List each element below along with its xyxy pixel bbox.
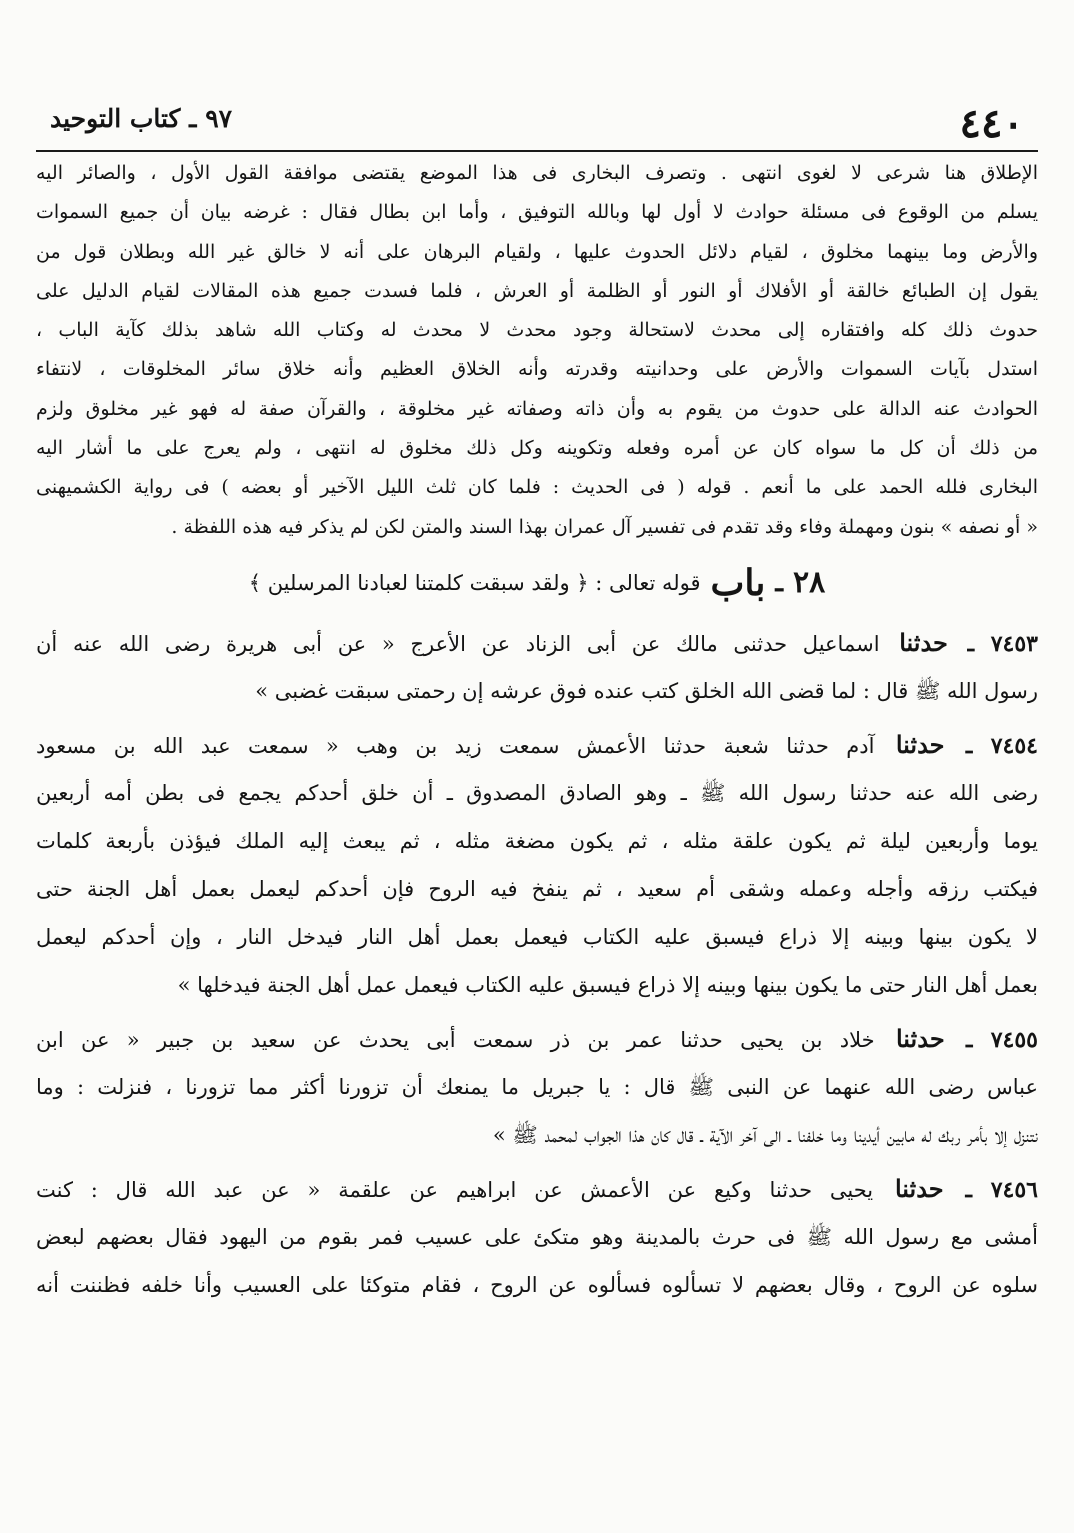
chapter-heading [36, 547, 1038, 619]
hadith-line [36, 721, 1038, 769]
chapter-title: قوله تعالى : ﴿ ولقد سبقت كلمتنا لعبادنا المرسلين ﴾ [248, 570, 701, 595]
hadith-line: يوما وأربعين ليلة ثم يكون علقة مثله ، ثم يكون مضغة مثله ، ثم يبعث إليه الملك فيؤذن بأربعة كلمات [36, 828, 1038, 853]
hadith-line: سلوه عن الروح ، وقال بعضهم لا تسألوه فسألوه عن الروح ، فقام متوكئا على العسيب وأنا خلفه فظننت أنه [36, 1272, 1038, 1297]
commentary-line: يقول إن الطبائع خالقة أو الأفلاك أو النور أو الظلمة أو العرش ، فلما فسدت جميع هذه المقالات لقيام الدليل على [36, 279, 1038, 302]
hadith-line: لا يكون بينها وبينه إلا ذراع فيسبق عليه الكتاب فيعمل بعمل أهل النار فيدخل النار ، وإن أحدكم ليعمل [36, 924, 1038, 949]
commentary-line: استدل بآيات السموات والأرض على وحدانيته وقدرته وأنه الخلاق العظيم وأنه خلاق سائر المخلوقات ، لانتفاء [36, 358, 1038, 381]
hadith-line: عباس رضى الله عنهما عن النبى ﷺ قال : يا جبريل ما يمنعك أن تزورنا أكثر مما تزورنا ، فنزلت : وما [36, 1074, 1038, 1099]
hadith-line [36, 619, 1038, 667]
commentary-line: حدوث ذلك كله وافتقاره إلى محدث لاستحالة وجود محدث لا محدث له وكتاب الله شاهد بذلك كآية الباب ، [36, 319, 1038, 342]
running-title: ٩٧ ـ كتاب التوحيد [50, 104, 233, 133]
page-number: ٤٤٠ [959, 100, 1024, 147]
hadith-7454 [36, 721, 1038, 1009]
hadith-number: ٧٤٥٦ ـ [965, 1176, 1038, 1203]
commentary-line: الحوادث عنه الدالة على حدوث من يقوم به وأن ذاته وصفاته غير مخلوقة ، والقرآن صفة له فهو غير مخلوق ولزم [36, 397, 1038, 420]
commentary-block [36, 154, 1038, 547]
hadith-number: ٧٤٥٣ ـ [967, 630, 1038, 657]
chapter-number: ٢٨ [793, 565, 826, 601]
chapter-word: باب [710, 561, 766, 604]
hadith-text: خلاد بن يحيى حدثنا عمر بن ذر سمعت أبى يحدث عن سعيد بن جبير « عن ابن [36, 1027, 875, 1052]
commentary-line: من ذلك أن كل ما سواه كان عن أمره وفعله وتكوينه وكل ذلك مخلوق له انتهى ، ولم يعرج على ما أشار اليه [36, 437, 1038, 460]
hadith-mark: حدثنا [899, 627, 948, 657]
hadith-number: ٧٤٥٥ ـ [965, 1026, 1038, 1053]
hadith-text: اسماعيل حدثنى مالك عن أبى الزناد عن الأعرج « عن أبى هريرة رضى الله عنه أن [36, 631, 880, 656]
hadith-line: نتنزل إلا بأمر ربك له مابين أيدينا وما خلفنا ـ الى آخر الآية ـ قال كان هذا الجواب لمحمد ﷺ » [492, 1122, 1038, 1147]
hadith-number: ٧٤٥٤ ـ [965, 732, 1038, 759]
hadith-line [36, 1015, 1038, 1063]
commentary-line: والأرض وما بينهما مخلوق ، لقيام دلائل الحدوث عليها ، ولقيام البرهان على أنه لا خالق غير الله وبطلان قول من [36, 240, 1038, 263]
commentary-line: الإطلاق هنا شرعى لا لغوى انتهى . وتصرف البخارى فى هذا الموضع يقتضى موافقة القول الأول ، والصائر اليه [36, 162, 1038, 184]
hadith-line: رضى الله عنه حدثنا رسول الله ﷺ ـ وهو الصادق المصدوق ـ أن خلق أحدكم يجمع فى بطن أمه أربعين [36, 780, 1038, 805]
hadith-text: آدم حدثنا شعبة حدثنا الأعمش سمعت زيد بن وهب « سمعت عبد الله بن مسعود [36, 733, 875, 758]
commentary-line: يسلم من الوقوع فى مسئلة حوادث لا أول لها وبالله التوفيق ، وأما ابن بطال فقال : غرضه بيان أن جميع السموات [36, 201, 1038, 224]
hadith-mark: حدثنا [895, 729, 945, 759]
hadith-7453 [36, 619, 1038, 715]
hadith-line: فيكتب رزقه وأجله وعمله وشقى أم سعيد ، ثم ينفخ فيه الروح فإن أحدكم ليعمل بعمل أهل الجنة حتى [36, 876, 1038, 901]
hadith-mark: حدثنا [894, 1173, 944, 1203]
hadith-line [36, 1165, 1038, 1213]
hadith-line: أمشى مع رسول الله ﷺ فى حرث بالمدينة وهو متكئ على عسيب فمر بقوم من اليهود فقال بعضهم لبعض [36, 1224, 1038, 1249]
page-header [36, 92, 1038, 152]
hadith-line: رسول الله ﷺ قال : لما قضى الله الخلق كتب عنده فوق عرشه إن رحمتى سبقت غضبى » [255, 678, 1038, 703]
hadith-text: يحيى حدثنا وكيع عن الأعمش عن ابراهيم عن علقمة « عن عبد الله قال : كنت [36, 1177, 874, 1202]
hadith-7456 [36, 1165, 1038, 1309]
chapter-dash: ـ [775, 567, 784, 598]
hadith-line: بعمل أهل النار حتى ما يكون بينها وبينه إلا ذراع فيسبق عليه الكتاب فيعمل عمل أهل الجنة فيدخلها » [177, 972, 1038, 997]
hadith-mark: حدثنا [895, 1023, 945, 1053]
page-body [36, 154, 1038, 1309]
hadith-7455 [36, 1015, 1038, 1159]
commentary-line: « أو نصفه » بنون ومهملة وفاء وقد تقدم فى تفسير آل عمران بهذا السند والمتن لكن لم يذكر فيه هذه اللفظة . [171, 515, 1038, 538]
commentary-line: البخارى فلله الحمد على ما أنعم . قوله ( فى الحديث : فلما كان ثلث الليل الآخير أو بعضه ) فى رواية الكشميهنى [36, 476, 1038, 499]
